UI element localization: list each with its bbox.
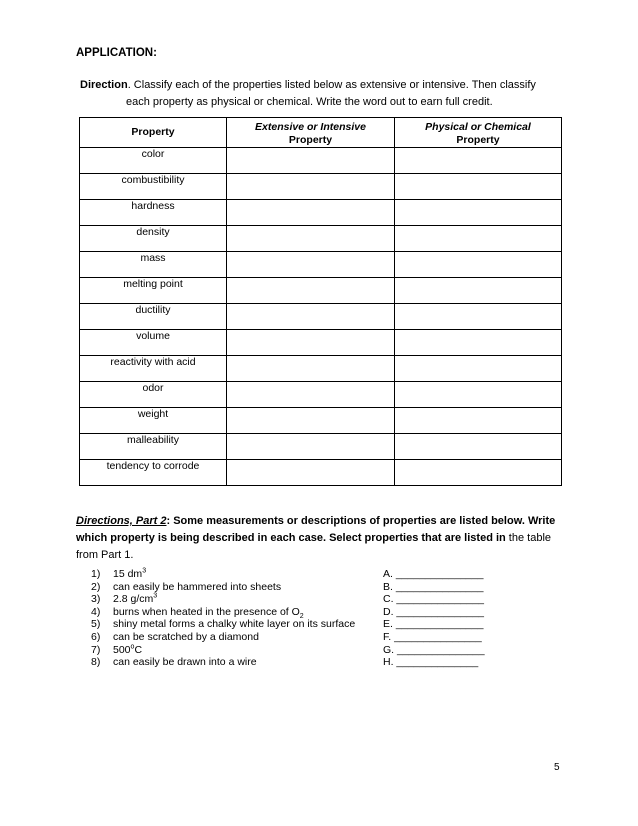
direction-line1: . Classify each of the properties listed below as extensive or intensive. Then classify	[127, 79, 536, 91]
extensive-intensive-answer-cell[interactable]	[227, 382, 395, 408]
question-superscript: 3	[153, 592, 158, 600]
question-item	[91, 618, 511, 631]
physical-chemical-answer-cell[interactable]	[395, 174, 562, 200]
question-text	[113, 631, 259, 644]
question-text-main: can be scratched by a diamond	[113, 630, 259, 643]
question-number: 4)	[91, 605, 101, 618]
property-name-cell: weight	[80, 408, 227, 434]
extensive-intensive-answer-cell[interactable]	[227, 200, 395, 226]
physical-chemical-answer-cell[interactable]	[395, 460, 562, 486]
physical-chemical-answer-cell[interactable]	[395, 148, 562, 174]
header-extensive-intensive	[227, 118, 395, 148]
property-name-cell: mass	[80, 252, 227, 278]
header-physical-line2: Property	[456, 134, 500, 146]
question-text-suffix: C	[134, 643, 143, 656]
question-text	[113, 644, 142, 657]
direction-paragraph	[80, 77, 570, 111]
part2-bold-text: Some measurements or descriptions of properties are listed below. Write which property is being described in each case. Select properties that are listed in	[76, 515, 556, 544]
question-list	[91, 568, 511, 669]
question-number: 8)	[91, 656, 101, 669]
property-name-cell: reactivity with acid	[80, 356, 227, 382]
table-row	[80, 460, 562, 486]
question-text-main: burns when heated in the presence of O	[113, 605, 300, 618]
physical-chemical-answer-cell[interactable]	[395, 252, 562, 278]
table-row	[80, 252, 562, 278]
application-heading: APPLICATION:	[76, 47, 157, 59]
property-name-cell: volume	[80, 330, 227, 356]
extensive-intensive-answer-cell[interactable]	[227, 356, 395, 382]
question-text	[113, 656, 257, 669]
property-name-cell: color	[80, 148, 227, 174]
question-text	[113, 606, 304, 619]
physical-chemical-answer-cell[interactable]	[395, 408, 562, 434]
question-text-main: can easily be drawn into a wire	[113, 656, 257, 669]
direction-label: Direction	[80, 79, 128, 91]
question-text	[113, 581, 281, 594]
physical-chemical-answer-cell[interactable]	[395, 278, 562, 304]
question-item	[91, 581, 511, 594]
physical-chemical-answer-cell[interactable]	[395, 226, 562, 252]
question-text-main: 500	[113, 643, 131, 656]
question-text-main: 15 dm	[113, 568, 143, 580]
table-row	[80, 408, 562, 434]
question-text	[113, 593, 157, 606]
property-name-cell: tendency to corrode	[80, 460, 227, 486]
question-number: 7)	[91, 643, 101, 656]
extensive-intensive-answer-cell[interactable]	[227, 408, 395, 434]
extensive-intensive-answer-cell[interactable]	[227, 460, 395, 486]
header-property: Property	[80, 118, 227, 148]
question-text-main: can easily be hammered into sheets	[113, 580, 282, 593]
answer-blank[interactable]: A. _______________	[383, 568, 484, 580]
extensive-intensive-answer-cell[interactable]	[227, 252, 395, 278]
answer-blank[interactable]: C. _______________	[383, 593, 485, 606]
part2-colon: :	[166, 515, 171, 527]
part2-directions	[76, 513, 566, 564]
property-name-cell: malleability	[80, 434, 227, 460]
property-name-cell: melting point	[80, 278, 227, 304]
table-row	[80, 278, 562, 304]
table-row	[80, 304, 562, 330]
answer-blank[interactable]: H. ______________	[383, 656, 479, 669]
question-item	[91, 606, 511, 619]
table-row	[80, 174, 562, 200]
table-row	[80, 330, 562, 356]
table-row	[80, 148, 562, 174]
table-row	[80, 434, 562, 460]
property-name-cell: hardness	[80, 200, 227, 226]
header-extensive-line2: Property	[288, 134, 333, 146]
question-number: 3)	[91, 593, 101, 606]
header-physical-line1: Physical or Chemical	[425, 121, 531, 133]
table-row	[80, 200, 562, 226]
extensive-intensive-answer-cell[interactable]	[227, 174, 395, 200]
question-item	[91, 568, 511, 581]
extensive-intensive-answer-cell[interactable]	[227, 434, 395, 460]
question-text	[113, 618, 355, 631]
property-name-cell: ductility	[80, 304, 227, 330]
table-row	[80, 356, 562, 382]
header-physical-chemical	[395, 118, 562, 148]
header-extensive-line1: Extensive or Intensive	[255, 121, 366, 133]
question-item	[91, 593, 511, 606]
question-text-main: shiny metal forms a chalky white layer on its surface	[113, 618, 356, 631]
answer-blank[interactable]: G. _______________	[383, 643, 485, 656]
question-superscript: o	[130, 643, 135, 651]
physical-chemical-answer-cell[interactable]	[395, 330, 562, 356]
extensive-intensive-answer-cell[interactable]	[227, 304, 395, 330]
table-row	[80, 226, 562, 252]
answer-blank[interactable]: D. _______________	[383, 605, 485, 618]
properties-table	[79, 117, 562, 486]
question-text-main: 2.8 g/cm	[113, 593, 154, 606]
extensive-intensive-answer-cell[interactable]	[227, 226, 395, 252]
physical-chemical-answer-cell[interactable]	[395, 434, 562, 460]
extensive-intensive-answer-cell[interactable]	[227, 330, 395, 356]
property-name-cell: combustibility	[80, 174, 227, 200]
question-item	[91, 644, 511, 657]
physical-chemical-answer-cell[interactable]	[395, 200, 562, 226]
answer-blank[interactable]: F. _______________	[383, 630, 482, 643]
table-row	[80, 382, 562, 408]
physical-chemical-answer-cell[interactable]	[395, 304, 562, 330]
physical-chemical-answer-cell[interactable]	[395, 382, 562, 408]
question-item	[91, 656, 511, 669]
page-number: 5	[554, 762, 560, 773]
direction-line2: each property as physical or chemical. Write the word out to earn full credit.	[126, 96, 493, 108]
question-number: 2)	[91, 580, 101, 593]
extensive-intensive-answer-cell[interactable]	[227, 278, 395, 304]
property-name-cell: odor	[80, 382, 227, 408]
question-superscript: 3	[142, 567, 147, 575]
property-name-cell: density	[80, 226, 227, 252]
answer-blank[interactable]: B. _______________	[383, 580, 484, 593]
physical-chemical-answer-cell[interactable]	[395, 356, 562, 382]
question-item	[91, 631, 511, 644]
question-number: 5)	[91, 618, 101, 631]
question-number: 1)	[91, 568, 101, 580]
part2-title: Directions, Part 2	[76, 515, 167, 527]
answer-blank[interactable]: E. _______________	[383, 618, 484, 631]
question-number: 6)	[91, 630, 101, 643]
part2-plain-text: the table from Part 1.	[76, 532, 552, 561]
question-subscript: 2	[299, 612, 304, 620]
question-text	[113, 568, 146, 581]
extensive-intensive-answer-cell[interactable]	[227, 148, 395, 174]
